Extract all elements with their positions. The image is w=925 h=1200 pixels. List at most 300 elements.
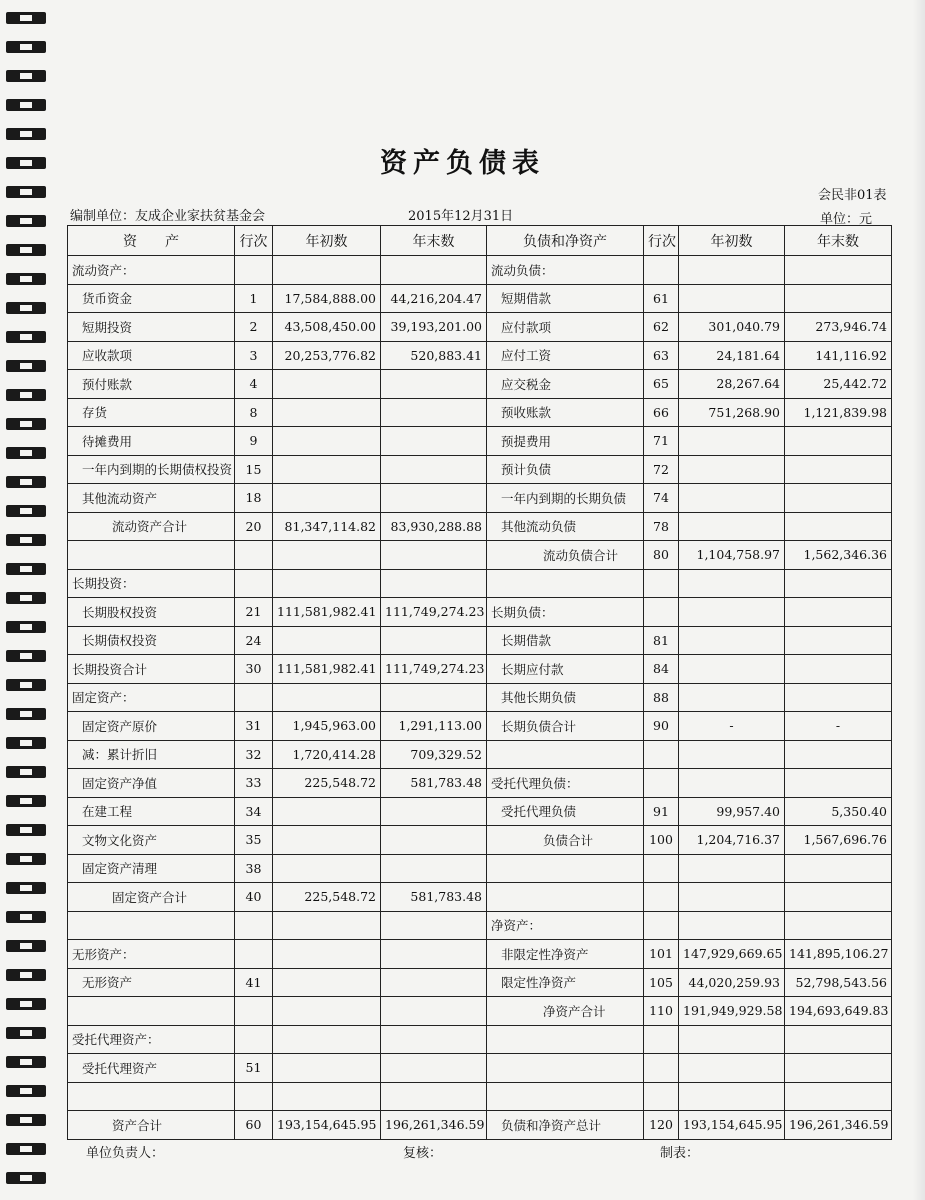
binding-ring — [6, 1085, 46, 1097]
asset-end-value — [381, 541, 487, 570]
liability-line-no: 91 — [644, 797, 679, 826]
liability-name: 非限定性净资产 — [487, 940, 644, 969]
liability-line-no: 66 — [644, 398, 679, 427]
asset-name: 固定资产原价 — [68, 712, 235, 741]
liability-line-no — [644, 1054, 679, 1083]
liability-begin-value — [679, 740, 785, 769]
liability-line-no: 74 — [644, 484, 679, 513]
table-row — [68, 854, 892, 883]
binding-ring — [6, 41, 46, 53]
asset-name: 受托代理资产： — [68, 1025, 235, 1054]
liability-end-value — [785, 427, 892, 456]
asset-name: 资产合计 — [68, 1111, 235, 1140]
asset-line-no: 8 — [235, 398, 273, 427]
liability-line-no: 61 — [644, 284, 679, 313]
liability-line-no — [644, 911, 679, 940]
liability-name — [487, 883, 644, 912]
asset-begin-value: 225,548.72 — [273, 769, 381, 798]
asset-line-no: 33 — [235, 769, 273, 798]
binding-ring — [6, 563, 46, 575]
table-row — [68, 1025, 892, 1054]
header-liabilities: 负债和净资产 — [487, 226, 644, 256]
liability-begin-value: 1,104,758.97 — [679, 541, 785, 570]
liability-begin-value — [679, 455, 785, 484]
liability-end-value — [785, 626, 892, 655]
liability-begin-value: 24,181.64 — [679, 341, 785, 370]
binding-ring — [6, 911, 46, 923]
asset-end-value — [381, 398, 487, 427]
asset-name — [68, 1082, 235, 1111]
asset-end-value: 1,291,113.00 — [381, 712, 487, 741]
asset-line-no: 4 — [235, 370, 273, 399]
liability-end-value: 1,567,696.76 — [785, 826, 892, 855]
liability-end-value — [785, 854, 892, 883]
liability-begin-value — [679, 1025, 785, 1054]
liability-end-value — [785, 1025, 892, 1054]
binding-ring — [6, 1114, 46, 1126]
liability-name: 长期负债： — [487, 598, 644, 627]
liability-line-no — [644, 769, 679, 798]
table-row — [68, 370, 892, 399]
table-row — [68, 911, 892, 940]
liability-end-value: 194,693,649.83 — [785, 997, 892, 1026]
liability-begin-value — [679, 655, 785, 684]
liability-name: 流动负债： — [487, 256, 644, 285]
asset-name: 长期投资： — [68, 569, 235, 598]
binding-ring — [6, 302, 46, 314]
table-row — [68, 484, 892, 513]
table-row — [68, 797, 892, 826]
asset-end-value — [381, 826, 487, 855]
asset-line-no — [235, 940, 273, 969]
liability-end-value: 141,116.92 — [785, 341, 892, 370]
liability-end-value: 25,442.72 — [785, 370, 892, 399]
binding-ring — [6, 853, 46, 865]
liability-line-no: 81 — [644, 626, 679, 655]
asset-name: 应收款项 — [68, 341, 235, 370]
liability-line-no — [644, 740, 679, 769]
asset-begin-value — [273, 968, 381, 997]
liability-end-value: - — [785, 712, 892, 741]
asset-end-value: 196,261,346.59 — [381, 1111, 487, 1140]
liability-end-value — [785, 512, 892, 541]
binding-ring — [6, 708, 46, 720]
binding-ring — [6, 389, 46, 401]
asset-begin-value — [273, 1054, 381, 1083]
preparing-unit: 编制单位：友成企业家扶贫基金会 — [70, 209, 266, 224]
asset-end-value: 111,749,274.23 — [381, 655, 487, 684]
asset-name: 预付账款 — [68, 370, 235, 399]
liability-name: 一年内到期的长期负债 — [487, 484, 644, 513]
binding-ring — [6, 592, 46, 604]
asset-begin-value: 225,548.72 — [273, 883, 381, 912]
asset-name: 长期投资合计 — [68, 655, 235, 684]
binding-ring — [6, 476, 46, 488]
asset-end-value — [381, 484, 487, 513]
liability-begin-value: 1,204,716.37 — [679, 826, 785, 855]
liability-end-value — [785, 484, 892, 513]
binding-ring — [6, 447, 46, 459]
asset-end-value — [381, 940, 487, 969]
table-row — [68, 968, 892, 997]
asset-begin-value — [273, 854, 381, 883]
liability-line-no: 72 — [644, 455, 679, 484]
asset-begin-value — [273, 541, 381, 570]
liability-end-value: 141,895,106.27 — [785, 940, 892, 969]
asset-begin-value — [273, 398, 381, 427]
binding-ring — [6, 650, 46, 662]
liability-line-no: 88 — [644, 683, 679, 712]
asset-line-no: 3 — [235, 341, 273, 370]
asset-end-value — [381, 1054, 487, 1083]
liability-begin-value: - — [679, 712, 785, 741]
asset-line-no — [235, 911, 273, 940]
liability-name: 净资产合计 — [487, 997, 644, 1026]
liability-name: 净资产： — [487, 911, 644, 940]
asset-line-no — [235, 683, 273, 712]
asset-name: 存货 — [68, 398, 235, 427]
liability-line-no — [644, 569, 679, 598]
liability-name — [487, 1025, 644, 1054]
liability-name — [487, 740, 644, 769]
asset-end-value — [381, 455, 487, 484]
asset-line-no: 24 — [235, 626, 273, 655]
asset-begin-value — [273, 1025, 381, 1054]
asset-name: 固定资产合计 — [68, 883, 235, 912]
liability-name: 短期借款 — [487, 284, 644, 313]
table-row — [68, 883, 892, 912]
table-row — [68, 940, 892, 969]
asset-name: 固定资产： — [68, 683, 235, 712]
binding-ring — [6, 418, 46, 430]
liability-name: 应付工资 — [487, 341, 644, 370]
page-edge — [913, 0, 925, 1200]
liability-end-value: 196,261,346.59 — [785, 1111, 892, 1140]
binding-ring — [6, 1056, 46, 1068]
binding-ring — [6, 534, 46, 546]
liability-begin-value — [679, 683, 785, 712]
asset-line-no: 34 — [235, 797, 273, 826]
binding-ring — [6, 331, 46, 343]
asset-end-value — [381, 427, 487, 456]
asset-line-no — [235, 541, 273, 570]
liability-name: 长期借款 — [487, 626, 644, 655]
liability-line-no: 110 — [644, 997, 679, 1026]
asset-name: 固定资产清理 — [68, 854, 235, 883]
signature-prepare: 制表： — [660, 1146, 700, 1161]
asset-end-value — [381, 797, 487, 826]
asset-line-no: 18 — [235, 484, 273, 513]
liability-name: 受托代理负债： — [487, 769, 644, 798]
liability-line-no: 101 — [644, 940, 679, 969]
asset-begin-value — [273, 569, 381, 598]
binding-ring — [6, 998, 46, 1010]
asset-end-value — [381, 854, 487, 883]
liability-begin-value — [679, 1082, 785, 1111]
asset-line-no — [235, 256, 273, 285]
liability-line-no — [644, 1025, 679, 1054]
table-row — [68, 541, 892, 570]
liability-begin-value: 99,957.40 — [679, 797, 785, 826]
binding-ring — [6, 679, 46, 691]
asset-end-value: 44,216,204.47 — [381, 284, 487, 313]
asset-name: 受托代理资产 — [68, 1054, 235, 1083]
asset-end-value: 581,783.48 — [381, 883, 487, 912]
liability-end-value: 273,946.74 — [785, 313, 892, 342]
liability-end-value — [785, 655, 892, 684]
liability-line-no — [644, 1082, 679, 1111]
asset-line-no — [235, 997, 273, 1026]
asset-begin-value — [273, 484, 381, 513]
asset-line-no: 51 — [235, 1054, 273, 1083]
asset-name — [68, 997, 235, 1026]
asset-line-no: 30 — [235, 655, 273, 684]
report-date: 2015年12月31日 — [408, 209, 514, 224]
asset-name: 货币资金 — [68, 284, 235, 313]
liability-begin-value — [679, 1054, 785, 1083]
liability-begin-value: 193,154,645.95 — [679, 1111, 785, 1140]
liability-name: 长期负债合计 — [487, 712, 644, 741]
binding-ring — [6, 795, 46, 807]
binding-ring — [6, 128, 46, 140]
liability-end-value — [785, 1054, 892, 1083]
asset-begin-value — [273, 997, 381, 1026]
liability-name: 应付款项 — [487, 313, 644, 342]
asset-end-value: 581,783.48 — [381, 769, 487, 798]
liability-end-value — [785, 883, 892, 912]
liability-end-value — [785, 769, 892, 798]
asset-begin-value — [273, 940, 381, 969]
asset-end-value — [381, 968, 487, 997]
signature-review: 复核： — [403, 1146, 443, 1161]
liability-end-value — [785, 256, 892, 285]
header-end-2: 年末数 — [785, 226, 892, 256]
table-row — [68, 826, 892, 855]
asset-name: 减：累计折旧 — [68, 740, 235, 769]
asset-begin-value: 111,581,982.41 — [273, 655, 381, 684]
liability-end-value — [785, 569, 892, 598]
asset-begin-value — [273, 455, 381, 484]
form-number: 会民非01表 — [818, 188, 887, 203]
liability-name: 预提费用 — [487, 427, 644, 456]
liability-line-no: 120 — [644, 1111, 679, 1140]
asset-line-no: 60 — [235, 1111, 273, 1140]
asset-begin-value — [273, 626, 381, 655]
binding-ring — [6, 766, 46, 778]
binding-ring — [6, 882, 46, 894]
asset-begin-value — [273, 911, 381, 940]
header-line: 行次 — [235, 226, 273, 256]
liability-end-value: 52,798,543.56 — [785, 968, 892, 997]
liability-line-no: 62 — [644, 313, 679, 342]
asset-line-no: 40 — [235, 883, 273, 912]
liability-begin-value — [679, 569, 785, 598]
asset-end-value: 520,883.41 — [381, 341, 487, 370]
liability-begin-value — [679, 598, 785, 627]
asset-begin-value: 193,154,645.95 — [273, 1111, 381, 1140]
liability-end-value — [785, 1082, 892, 1111]
liability-begin-value — [679, 883, 785, 912]
asset-end-value — [381, 1025, 487, 1054]
asset-end-value: 709,329.52 — [381, 740, 487, 769]
asset-line-no: 21 — [235, 598, 273, 627]
liability-begin-value: 191,949,929.58 — [679, 997, 785, 1026]
table-row — [68, 1082, 892, 1111]
spiral-binding — [0, 0, 52, 1200]
liability-begin-value — [679, 911, 785, 940]
liability-name: 受托代理负债 — [487, 797, 644, 826]
asset-begin-value: 1,945,963.00 — [273, 712, 381, 741]
asset-line-no: 35 — [235, 826, 273, 855]
liability-name: 其他流动负债 — [487, 512, 644, 541]
liability-line-no: 84 — [644, 655, 679, 684]
asset-name: 其他流动资产 — [68, 484, 235, 513]
asset-name: 固定资产净值 — [68, 769, 235, 798]
table-row — [68, 769, 892, 798]
liability-end-value — [785, 598, 892, 627]
liability-begin-value: 147,929,669.65 — [679, 940, 785, 969]
table-row — [68, 1054, 892, 1083]
asset-begin-value — [273, 427, 381, 456]
table-row — [68, 598, 892, 627]
liability-line-no: 90 — [644, 712, 679, 741]
asset-end-value — [381, 256, 487, 285]
table-row — [68, 512, 892, 541]
liability-name: 负债和净资产总计 — [487, 1111, 644, 1140]
asset-name: 长期债权投资 — [68, 626, 235, 655]
asset-line-no: 41 — [235, 968, 273, 997]
binding-ring — [6, 1027, 46, 1039]
asset-begin-value — [273, 256, 381, 285]
table-row — [68, 313, 892, 342]
table-row — [68, 284, 892, 313]
binding-ring — [6, 273, 46, 285]
asset-end-value — [381, 626, 487, 655]
binding-ring — [6, 621, 46, 633]
binding-ring — [6, 360, 46, 372]
table-row — [68, 427, 892, 456]
liability-begin-value — [679, 284, 785, 313]
asset-end-value — [381, 1082, 487, 1111]
liability-begin-value — [679, 769, 785, 798]
liability-line-no — [644, 883, 679, 912]
liability-begin-value — [679, 427, 785, 456]
table-header-row — [68, 226, 892, 256]
balance-sheet-table — [67, 225, 892, 1140]
header-begin-2: 年初数 — [679, 226, 785, 256]
asset-name — [68, 541, 235, 570]
liability-begin-value: 301,040.79 — [679, 313, 785, 342]
asset-begin-value: 111,581,982.41 — [273, 598, 381, 627]
asset-line-no: 2 — [235, 313, 273, 342]
asset-name: 无形资产： — [68, 940, 235, 969]
binding-ring — [6, 215, 46, 227]
asset-begin-value: 20,253,776.82 — [273, 341, 381, 370]
liability-line-no: 78 — [644, 512, 679, 541]
asset-line-no — [235, 1025, 273, 1054]
liability-line-no — [644, 854, 679, 883]
binding-ring — [6, 186, 46, 198]
liability-begin-value: 751,268.90 — [679, 398, 785, 427]
asset-begin-value — [273, 826, 381, 855]
liability-end-value — [785, 911, 892, 940]
liability-begin-value — [679, 256, 785, 285]
table-row — [68, 626, 892, 655]
asset-name: 长期股权投资 — [68, 598, 235, 627]
asset-begin-value — [273, 1082, 381, 1111]
liability-begin-value: 44,020,259.93 — [679, 968, 785, 997]
liability-line-no: 80 — [644, 541, 679, 570]
header-assets: 资 产 — [68, 226, 235, 256]
table-row — [68, 683, 892, 712]
header-begin: 年初数 — [273, 226, 381, 256]
asset-line-no — [235, 1082, 273, 1111]
liability-name: 负债合计 — [487, 826, 644, 855]
asset-end-value — [381, 569, 487, 598]
asset-name: 在建工程 — [68, 797, 235, 826]
asset-begin-value: 1,720,414.28 — [273, 740, 381, 769]
liability-line-no: 105 — [644, 968, 679, 997]
asset-line-no: 1 — [235, 284, 273, 313]
table-row — [68, 256, 892, 285]
liability-end-value — [785, 455, 892, 484]
asset-name: 无形资产 — [68, 968, 235, 997]
table-row — [68, 740, 892, 769]
asset-line-no: 31 — [235, 712, 273, 741]
asset-end-value — [381, 911, 487, 940]
liability-name — [487, 854, 644, 883]
liability-name: 限定性净资产 — [487, 968, 644, 997]
binding-ring — [6, 70, 46, 82]
liability-name — [487, 1054, 644, 1083]
signature-head: 单位负责人： — [86, 1146, 165, 1161]
asset-begin-value: 81,347,114.82 — [273, 512, 381, 541]
liability-end-value: 5,350.40 — [785, 797, 892, 826]
binding-ring — [6, 969, 46, 981]
asset-name: 文物文化资产 — [68, 826, 235, 855]
liability-line-no: 65 — [644, 370, 679, 399]
table-row — [68, 997, 892, 1026]
binding-ring — [6, 940, 46, 952]
table-row — [68, 712, 892, 741]
binding-ring — [6, 12, 46, 24]
asset-begin-value: 17,584,888.00 — [273, 284, 381, 313]
currency-unit: 单位：元 — [820, 212, 873, 227]
header-end: 年末数 — [381, 226, 487, 256]
asset-line-no — [235, 569, 273, 598]
asset-end-value — [381, 997, 487, 1026]
liability-line-no — [644, 256, 679, 285]
liability-name: 长期应付款 — [487, 655, 644, 684]
liability-begin-value — [679, 484, 785, 513]
asset-end-value: 83,930,288.88 — [381, 512, 487, 541]
binding-ring — [6, 99, 46, 111]
liability-line-no: 63 — [644, 341, 679, 370]
liability-name: 流动负债合计 — [487, 541, 644, 570]
liability-end-value — [785, 740, 892, 769]
liability-name: 预计负债 — [487, 455, 644, 484]
asset-name: 流动资产： — [68, 256, 235, 285]
liability-name — [487, 569, 644, 598]
asset-end-value: 111,749,274.23 — [381, 598, 487, 627]
liability-end-value: 1,562,346.36 — [785, 541, 892, 570]
liability-name — [487, 1082, 644, 1111]
table-row — [68, 655, 892, 684]
asset-line-no: 32 — [235, 740, 273, 769]
liability-end-value — [785, 284, 892, 313]
asset-begin-value: 43,508,450.00 — [273, 313, 381, 342]
liability-line-no: 71 — [644, 427, 679, 456]
